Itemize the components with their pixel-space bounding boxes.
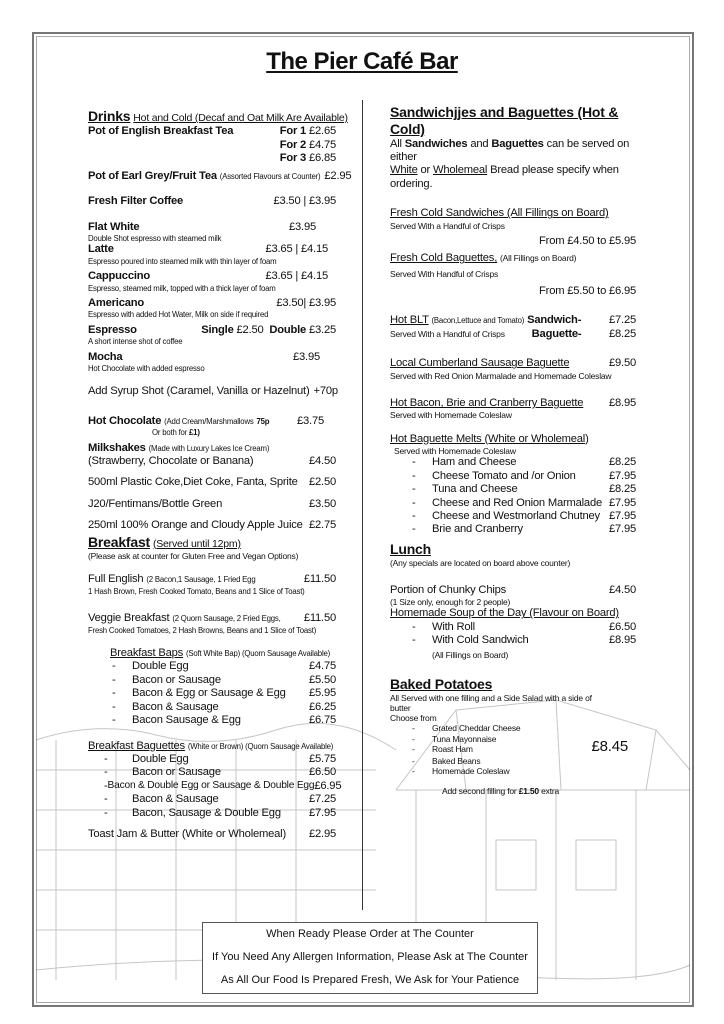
menu-item-mocha: Mocha £3.95 xyxy=(88,350,320,363)
list-item: - Tuna Mayonnaise xyxy=(412,733,497,744)
list-item: - Bacon Sausage & Egg £6.75 xyxy=(112,714,336,727)
breakfast-header: Breakfast (Served until 12pm) xyxy=(88,533,241,550)
menu-item-syrup: Add Syrup Shot (Caramel, Vanilla or Hazelnut) +70p xyxy=(88,385,338,398)
sandwiches-heading: Sandwichjjes and Baguettes (Hot & Cold) xyxy=(390,104,619,137)
menu-item-toast: Toast Jam & Butter (White or Wholemeal) £2.95 xyxy=(88,828,336,841)
menu-item-espresso: Espresso Single £2.50 Double £3.25 xyxy=(88,323,336,336)
list-item: - Bacon & Egg or Sausage & Egg £5.95 xyxy=(112,687,336,700)
menu-item-hot-blt: Hot BLT (Bacon,Lettuce and Tomato) Sandwich- £7.25 xyxy=(390,314,636,327)
menu-item-cold-sandwiches: Fresh Cold Sandwiches (All Fillings on Board) xyxy=(390,207,609,220)
menu-item-cappuccino: Cappuccino £3.65 | £4.15 xyxy=(88,270,328,283)
list-item: - Ham and Cheese £8.25 xyxy=(412,456,636,469)
menu-item-juice: 250ml 100% Orange and Cloudy Apple Juice £2.75 xyxy=(88,519,336,532)
menu-item-cumberland: Local Cumberland Sausage Baguette £9.50 xyxy=(390,357,636,370)
list-item: - Cheese and Westmorland Chutney £7.95 xyxy=(412,509,636,522)
menu-item-j20: J20/Fentimans/Bottle Green £3.50 xyxy=(88,497,336,510)
drinks-heading: Drinks xyxy=(88,108,131,124)
left-column: Drinks Hot and Cold (Decaf and Oat Milk Are Available) Pot of English Breakfast Tea For 1 £2.65 For 2 £4.75 For 3 £6.85 Pot of Earl Grey/Fruit Tea (Assorted Flavours at Counter) £2.95 Fresh Filter Coffee £3.50 | £3.95 Flat White £3.95 Double Shot espresso with steamed milk Latte £3.65 | £4.15 Espresso poured into steamed milk with thin layer of foam Cappuccino £3.65 | £4.15 Espresso, steamed milk, topped with a thick layer of foam Americano £3.50| £3.95 Espresso with added Hot Water, Milk on side if required Espresso Single £2.50 Double £3.25 A short intense shot of coffee Mocha £3.95 Hot Chocolate with added espresso Add Syrup Shot (Caramel, Vanilla or Hazelnut) +70p Hot Chocolate (Add Cream/Marshmallows 75p £3.75 Or both for £1) Milkshakes (Made with Luxury Lakes Ice Cream) (Strawberry, Chocolate or Banana) £4.50 500ml Plastic Coke,Diet Coke, Fanta, Sprite £2.50 J20/Fentimans/Bottle Green £3.50 250ml 100% Orange and Cloudy Apple Juice £2.75 Breakfast (Served until 12pm) (Please ask at counter for Gluten Free and Vegan Options) Full English (2 Bacon,1 Sausage, 1 Fried Egg £11.50 1 Hash Brown, Fresh Cooked Tomato, Beans and 1 Slice of Toast) Veggie Breakfast (2 Quorn Sausage, 2 Fried Eggs, £11.50 Fresh Cooked Tomatoes, 2 Hash Browns, Beans and 1 Slice of Toast) Breakfast Baps (Soft White Bap) (Quorn Sausage Available) - Double Egg £4.75 - Bacon or Sausage £5.50 - Bacon & Egg or Sausage & Egg £5.95 - Bacon & Sausage £6.25 - Bacon Sausage & Egg £6.75 Breakfast Baguettes (White or Brown) (Quorn Sausage Available) - Double Egg £5.75 - Bacon or Sausage £6.50 - Bacon & Double Egg or Sausage & Double Egg £6.95 - Bacon & Sausage £7.25 - Bacon, Sausage & Double Egg £7.95 Toast Jam & Butter (White or Wholemeal) £2.95 xyxy=(88,108,352,841)
list-item: - Bacon & Sausage £6.25 xyxy=(112,700,336,713)
list-item: - Roast Ham £8.45 xyxy=(410,744,636,756)
list-item: - Bacon & Double Egg or Sausage & Double Egg £6.95 xyxy=(104,779,342,792)
list-item: - Double Egg £4.75 xyxy=(112,660,336,673)
breakfast-baguettes-section: Breakfast Baguettes (White or Brown) (Quorn Sausage Available) - Double Egg £5.75 - Bacon or Sausage £6.50 - Bacon & Double Egg or Sausage & Double Egg £6.95 - Bacon & Sausage £7.25 - Bacon, Sausage & Double Egg £7.95 xyxy=(88,739,342,819)
page-title: The Pier Café Bar xyxy=(266,48,458,75)
list-item: - Double Egg £5.75 xyxy=(104,752,336,765)
list-item: - With Roll £6.50 xyxy=(412,620,636,633)
footer-notice: When Ready Please Order at The Counter If You Need Any Allergen Information, Please Ask at The Counter As All Our Food Is Prepared Fresh, We Ask for Your Patience xyxy=(202,922,538,994)
menu-item-latte: Latte £3.65 | £4.15 xyxy=(88,243,328,256)
menu-item-veggie-breakfast: Veggie Breakfast (2 Quorn Sausage, 2 Fried Eggs, £11.50 xyxy=(88,612,336,625)
menu-item-earl-grey: Pot of Earl Grey/Fruit Tea (Assorted Flavours at Counter) £2.95 xyxy=(88,169,352,182)
menu-item-cold-baguettes: Fresh Cold Baguettes, (All Fillings on Board) xyxy=(390,252,577,265)
potatoes-extra: Add second filling for £1.50 extra xyxy=(442,786,560,797)
list-item: - Tuna and Cheese £8.25 xyxy=(412,483,636,496)
menu-item-filter-coffee: Fresh Filter Coffee £3.50 | £3.95 xyxy=(88,195,336,208)
menu-item-plastic-drinks: 500ml Plastic Coke,Diet Coke, Fanta, Sprite £2.50 xyxy=(88,476,336,489)
breakfast-heading: Breakfast xyxy=(88,533,151,550)
drinks-heading-note: Hot and Cold (Decaf and Oat Milk Are Available) xyxy=(133,112,348,124)
menu-item-americano: Americano £3.50| £3.95 xyxy=(88,296,336,309)
list-item: - Homemade Coleslaw xyxy=(412,765,510,776)
list-item: - Cheese and Red Onion Marmalade £7.95 xyxy=(412,496,636,509)
list-item: - Brie and Cranberry £7.95 xyxy=(412,523,636,536)
right-column: Sandwichjjes and Baguettes (Hot & Cold) All Sandwiches and Baguettes can be served on either White or Wholemeal Bread please specify when ordering. Fresh Cold Sandwiches (All Fillings on Board) Served With a Handful of Crisps From £4.50 to £5.95 Fresh Cold Baguettes, (All Fillings on Board) Served With Handful of Crisps From £5.50 to £6.95 Hot BLT (Bacon,Lettuce and Tomato) Sandwich- £7.25 Served With a Handful of Crisps Baguette- £8.25 Local Cumberland Sausage Baguette £9.50 Served with Red Onion Marmalade and Homemade Coleslaw Hot Bacon, Brie and Cranberry Baguette £8.95 Served with Homemade Coleslaw Hot Baguette Melts (White or Wholemeal) Served with Homemade Coleslaw - Ham and Cheese £8.25 - Cheese Tomato and /or Onion £7.95 - Tuna and Cheese £8.25 - Cheese and Red Onion Marmalade £7.95 - Cheese and Westmorland Chutney £7.95 - Brie and Cranberry £7.95 Lunch (Any specials are located on board above counter) Portion of Chunky Chips £4.50 (1 Size only, enough for 2 people) Homemade Soup of the Day (Flavour on Board) - With Roll £6.50 - With Cold Sandwich £8.95 (All Fillings on Board) Baked Potatoes All Served with one filling and a Side Salad with a side of butter Choose from - Grated Cheddar Cheese - Tuna Mayonnaise - Roast Ham £8.45 - Baked Beans - Homemade Coleslaw Add second filling for £1.50 extra xyxy=(390,104,636,797)
baked-potatoes-heading: Baked Potatoes xyxy=(390,675,493,692)
list-item: - Cheese Tomato and /or Onion £7.95 xyxy=(412,469,636,482)
menu-item-chips: Portion of Chunky Chips £4.50 xyxy=(390,583,636,596)
menu-item-flat-white: Flat White £3.95 xyxy=(88,220,316,233)
menu-item-brie-baguette: Hot Bacon, Brie and Cranberry Baguette £8.95 xyxy=(390,396,636,409)
breakfast-baps-section: Breakfast Baps (Soft White Bap) (Quorn Sausage Available) - Double Egg £4.75 - Bacon or Sausage £5.50 - Bacon & Egg or Sausage & Egg £5.95 - Bacon & Sausage £6.25 - Bacon Sausage & Egg £6.75 xyxy=(110,646,336,727)
list-item: - Bacon & Sausage £7.25 xyxy=(104,793,336,806)
list-item: - With Cold Sandwich £8.95 xyxy=(412,634,636,647)
menu-item-hot-chocolate: Hot Chocolate (Add Cream/Marshmallows 75p £3.75 xyxy=(88,414,324,427)
menu-item-english-tea: Pot of English Breakfast Tea For 1 £2.65 xyxy=(88,125,336,138)
list-item: - Bacon, Sausage & Double Egg £7.95 xyxy=(104,806,336,819)
list-item: - Baked Beans xyxy=(412,755,481,766)
sandwiches-intro: All Sandwiches and Baguettes can be served on either xyxy=(390,137,630,164)
lunch-heading: Lunch xyxy=(390,540,431,557)
baguette-melts-heading: Hot Baguette Melts (White or Wholemeal) xyxy=(390,432,589,445)
column-divider xyxy=(362,100,363,910)
soup-heading: Homemade Soup of the Day (Flavour on Board) xyxy=(390,607,619,620)
list-item: - Bacon or Sausage £6.50 xyxy=(104,766,336,779)
list-item: - Bacon or Sausage £5.50 xyxy=(112,673,336,686)
potatoes-price: £8.45 xyxy=(591,737,628,755)
menu-item-milkshakes: Milkshakes (Made with Luxury Lakes Ice Cream) xyxy=(88,441,270,454)
drinks-header xyxy=(88,108,348,125)
menu-item-full-english: Full English (2 Bacon,1 Sausage, 1 Fried Egg £11.50 xyxy=(88,573,336,586)
list-item: - Grated Cheddar Cheese xyxy=(412,723,521,734)
